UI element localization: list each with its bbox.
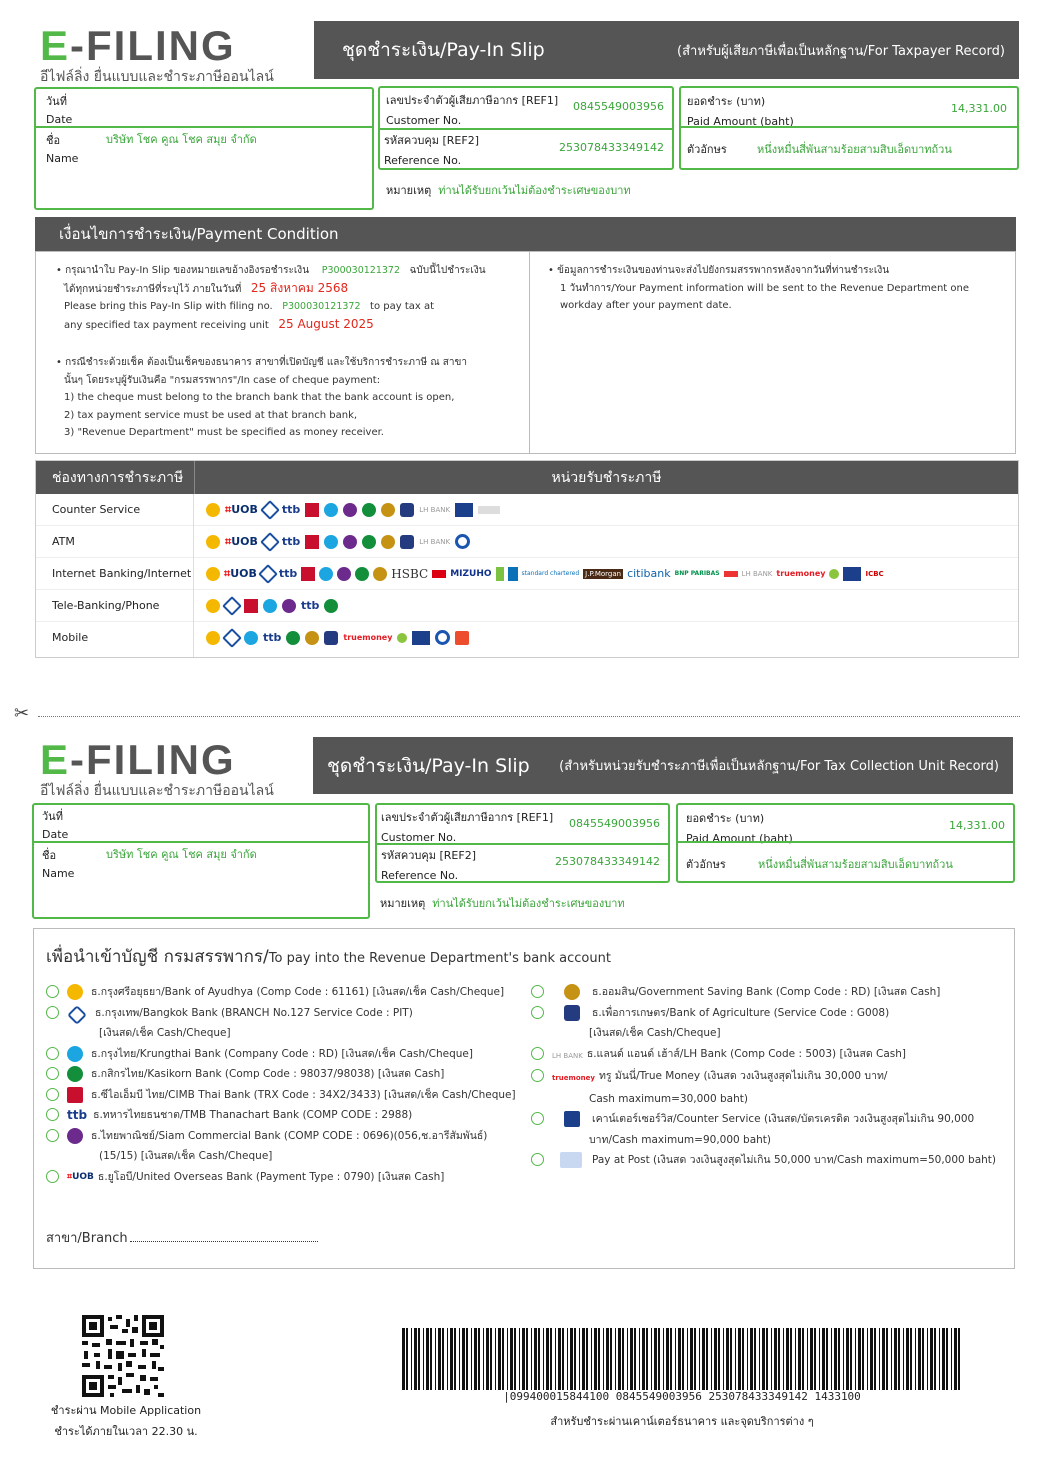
amount-box: ยอดชำระ (บาท) Paid Amount (baht) 14,331.00 ตัวอักษร หนึ่งหมื่นสี่พันสามร้อยสามสิบเอ็ดบาทถ้วน: [679, 86, 1019, 170]
bank-option[interactable]: ธ.กรุงศรีอยุธยา/Bank of Ayudhya (Comp Code : 61161) [เงินสด/เช็ค Cash/Cheque]: [46, 982, 536, 1003]
radio-button[interactable]: [46, 985, 59, 998]
scissors-icon: ✂: [14, 703, 30, 724]
radio-button[interactable]: [46, 1170, 59, 1183]
qr-caption: ชำระผ่าน Mobile Application ชำระได้ภายในเวลา 22.30 น.: [50, 1404, 202, 1438]
slip-header-2: ชุดชำระเงิน/Pay-In Slip (สำหรับหน่วยรับชำระภาษีเพื่อเป็นหลักฐาน/For Tax Collection Unit Record): [313, 737, 1013, 794]
bank-option[interactable]: truemoney ทรู มันนี่/True Money (เงินสด วงเงินสูงสุดไม่เกิน 30,000 บาท/: [531, 1066, 1013, 1089]
channel-row-mobile: Mobile ttb truemoney: [36, 622, 1018, 653]
ref1-value: 0845549003956: [573, 100, 664, 113]
amount-value: 14,331.00: [951, 102, 1007, 115]
barcode-text: |099400015844100 0845549003956 253078433349142 1433100: [503, 1390, 861, 1403]
channel-row-internet: Internet Banking/Internet ⌗UOB ttb HSBC MIZUHO standard chartered J.P.Morgan citibank BNP PARIBAS LH BANK truemoney ICBC: [36, 558, 1018, 590]
bank-option[interactable]: เคาน์เตอร์เซอร์วิส/Counter Service (เงินสด/บัตรเครดิต วงเงินสูงสุดไม่เกิน 90,000: [531, 1109, 1013, 1130]
channels-table: ช่องทางการชำระภาษี หน่วยรับชำระภาษี Counter Service ⌗UOB ttb LH BANK ATM ⌗UOB ttb LH BANK Internet Banking/Internet ⌗UOB ttb HSBC MIZUHO standard chartered J.P.Morgan citibank BNP PARIBAS LH BANK truemoney ICBC Tele-Banking/Phone ttb Mobile ttb truemoney: [35, 460, 1019, 658]
deposit-box: เพื่อนำเข้าบัญชี กรมสรรพากร/To pay into the Revenue Department's bank account ธ.กรุงศรีอยุธยา/Bank of Ayudhya (Comp Code : 61161) [เงินสด/เช็ค Cash/Cheque] ธ.กรุงเทพ/Bangkok Bank (BRANCH No.127 Service Code : PIT) [เงินสด/เช็ค Cash/Cheque] ธ.กรุงไทย/Krungthai Bank (Company Code : RD) [เงินสด/เช็ค Cash/Cheque] ธ.กสิกรไทย/Kasikorn Bank (Comp Code : 98037/98038) [เงินสด Cash] ธ.ซีไอเอ็มบี ไทย/CIMB Thai Bank (TRX Code : 34X2/3433) [เงินสด/เช็ค Cash/Cheque] ttb ธ.ทหารไทยธนชาต/TMB Thanachart Bank (COMP CODE : 2988) ธ.ไทยพาณิชย์/Siam Commercial Bank (COMP CODE : 0696)(056,ช.อารีสัมพันธ์) (15/15) [เงินสด/เช็ค Cash/Cheque] ⌗UOB ธ.ยูโอบี/United Overseas Bank (Payment Type : 0790) [เงินสด Cash] ธ.ออมสิน/Government Saving Bank (Comp Code : RD) [เงินสด Cash] ธ.เพื่อการเกษตร/Bank of Agriculture (Service Code : G008) [เงินสด/เช็ค Cash/Cheque] LH BANK ธ.แลนด์ แอนด์ เฮ้าส์/LH Bank (Comp Code : 5003) [เงินสด Cash] truemoney ทรู มันนี่/True Money (เงินสด วงเงินสูงสุดไม่เกิน 30,000 บาท/ Cash maximum=30,000 baht) เคาน์เตอร์เซอร์วิส/Counter Service (เงินสด/บัตรเครดิต วงเงินสูงสุดไม่เกิน 90,000 บาท/Cash maximum=90,000 baht) Pay at Post (เงินสด วงเงินสูงสุดไม่เกิน 50,000 บาท/Cash maximum=50,000 baht) สาขา/Branch: [33, 928, 1015, 1269]
ref2-value: 253078433349142: [559, 141, 664, 154]
radio-button[interactable]: [531, 1006, 544, 1019]
date-name-box: วันที่ Date ชื่อ Name บริษัท โชค คูณ โชค สมุย จำกัด: [34, 87, 374, 210]
words-value: หนึ่งหมื่นสี่พันสามร้อยสามสิบเอ็ดบาทถ้วน: [757, 143, 952, 156]
logo: E-FILING อีไฟล์ลิ่ง ยื่นแบบและชำระภาษีออนไลน์: [40, 22, 274, 85]
qr-code: [82, 1315, 164, 1397]
name-value: บริษัท โชค คูณ โชค สมุย จำกัด: [106, 133, 257, 146]
bank-option[interactable]: ธ.ซีไอเอ็มบี ไทย/CIMB Thai Bank (TRX Code : 34X2/3433) [เงินสด/เช็ค Cash/Cheque]: [46, 1085, 536, 1106]
radio-button[interactable]: [531, 1047, 544, 1060]
radio-button[interactable]: [46, 1047, 59, 1060]
channel-row-counter: Counter Service ⌗UOB ttb LH BANK: [36, 494, 1018, 526]
branch-field[interactable]: สาขา/Branch: [46, 1227, 318, 1248]
bank-option[interactable]: ttb ธ.ทหารไทยธนชาต/TMB Thanachart Bank (COMP CODE : 2988): [46, 1105, 536, 1126]
radio-button[interactable]: [531, 1112, 544, 1125]
bank-option[interactable]: ธ.กสิกรไทย/Kasikorn Bank (Comp Code : 98037/98038) [เงินสด Cash]: [46, 1064, 536, 1085]
radio-button[interactable]: [46, 1129, 59, 1142]
slip-subtitle: (สำหรับผู้เสียภาษีเพื่อเป็นหลักฐาน/For Taxpayer Record): [677, 43, 1005, 59]
radio-button[interactable]: [46, 1006, 59, 1019]
condition-box: • กรุณานำใบ Pay-In Slip ของหมายเลขอ้างอิงรอชำระเงิน P300030121372 ฉบับนี้ไปชำระเงิน ได้ทุกหน่วยชำระภาษีที่ระบุไว้ ภายในวันที่ 25 สิงหาคม 2568 Please bring this Pay-In Slip with filing no. P300030121372 to pay tax at any specified tax payment receiving unit 25 August 2025 • กรณีชำระด้วยเช็ค ต้องเป็นเช็คของธนาคาร สาขาที่เปิดบัญชี และใช้บริการชำระภาษี ณ สาขา นั้นๆ โดยระบุผู้รับเงินคือ "กรมสรรพากร"/In case of cheque payment: 1) the cheque must belong to the branch bank that the bank account is open, 2) tax payment service must be used at that branch bank, 3) "Revenue Department" must be specified as money receiver. • ข้อมูลการชำระเงินของท่านจะส่งไปยังกรมสรรพากรหลังจากวันที่ท่านชำระเงิน 1 วันทำการ/Your Payment information will be sent to the Revenue Department one workday after your payment date.: [35, 251, 1016, 454]
cut-line: [38, 716, 1020, 717]
barcode: [402, 1328, 962, 1390]
amount-box-2: ยอดชำระ (บาท) Paid Amount (baht) 14,331.00 ตัวอักษร หนึ่งหมื่นสี่พันสามร้อยสามสิบเอ็ดบาทถ้วน: [676, 803, 1015, 883]
barcode-caption: สำหรับชำระผ่านเคาน์เตอร์ธนาคาร และจุดบริการต่าง ๆ: [550, 1415, 814, 1428]
bank-option[interactable]: LH BANK ธ.แลนด์ แอนด์ เฮ้าส์/LH Bank (Comp Code : 5003) [เงินสด Cash]: [531, 1044, 1013, 1067]
bank-option[interactable]: ธ.ออมสิน/Government Saving Bank (Comp Code : RD) [เงินสด Cash]: [531, 982, 1013, 1003]
radio-button[interactable]: [531, 985, 544, 998]
channel-row-tele: Tele-Banking/Phone ttb: [36, 590, 1018, 622]
bank-option[interactable]: ธ.เพื่อการเกษตร/Bank of Agriculture (Service Code : G008): [531, 1003, 1013, 1024]
radio-button[interactable]: [46, 1108, 59, 1121]
radio-button[interactable]: [46, 1088, 59, 1101]
bank-option[interactable]: ⌗UOB ธ.ยูโอบี/United Overseas Bank (Payment Type : 0790) [เงินสด Cash]: [46, 1167, 536, 1188]
logo-2: E-FILING อีไฟล์ลิ่ง ยื่นแบบและชำระภาษีออนไลน์: [40, 736, 274, 799]
radio-button[interactable]: [531, 1069, 544, 1082]
radio-button[interactable]: [531, 1153, 544, 1166]
bank-option[interactable]: Pay at Post (เงินสด วงเงินสูงสุดไม่เกิน 50,000 บาท/Cash maximum=50,000 baht): [531, 1150, 1013, 1171]
radio-button[interactable]: [46, 1067, 59, 1080]
date-name-box-2: วันที่ Date ชื่อ Name บริษัท โชค คูณ โชค สมุย จำกัด: [32, 803, 370, 919]
bank-option[interactable]: ธ.กรุงไทย/Krungthai Bank (Company Code : RD) [เงินสด/เช็ค Cash/Cheque]: [46, 1044, 536, 1065]
bank-option[interactable]: ธ.ไทยพาณิชย์/Siam Commercial Bank (COMP CODE : 0696)(056,ช.อารีสัมพันธ์): [46, 1126, 536, 1147]
ref-box-2: เลขประจำตัวผู้เสียภาษีอากร [REF1] Customer No. 0845549003956 รหัสควบคุม [REF2] Reference No. 253078433349142: [375, 803, 670, 883]
condition-header: เงื่อนไขการชำระเงิน/Payment Condition: [35, 217, 1016, 251]
bank-option[interactable]: ธ.กรุงเทพ/Bangkok Bank (BRANCH No.127 Service Code : PIT): [46, 1003, 536, 1024]
ref-box: เลขประจำตัวผู้เสียภาษีอากร [REF1] Customer No. 0845549003956 รหัสควบคุม [REF2] Reference No. 253078433349142: [378, 86, 674, 170]
slip-title: ชุดชำระเงิน/Pay-In Slip: [342, 39, 545, 61]
note-2: หมายเหตุ ท่านได้รับยกเว้นไม่ต้องชำระเศษของบาท: [380, 897, 625, 910]
channel-row-atm: ATM ⌗UOB ttb LH BANK: [36, 526, 1018, 558]
note: หมายเหตุ ท่านได้รับยกเว้นไม่ต้องชำระเศษของบาท: [386, 184, 631, 197]
slip-header: [314, 21, 1019, 79]
